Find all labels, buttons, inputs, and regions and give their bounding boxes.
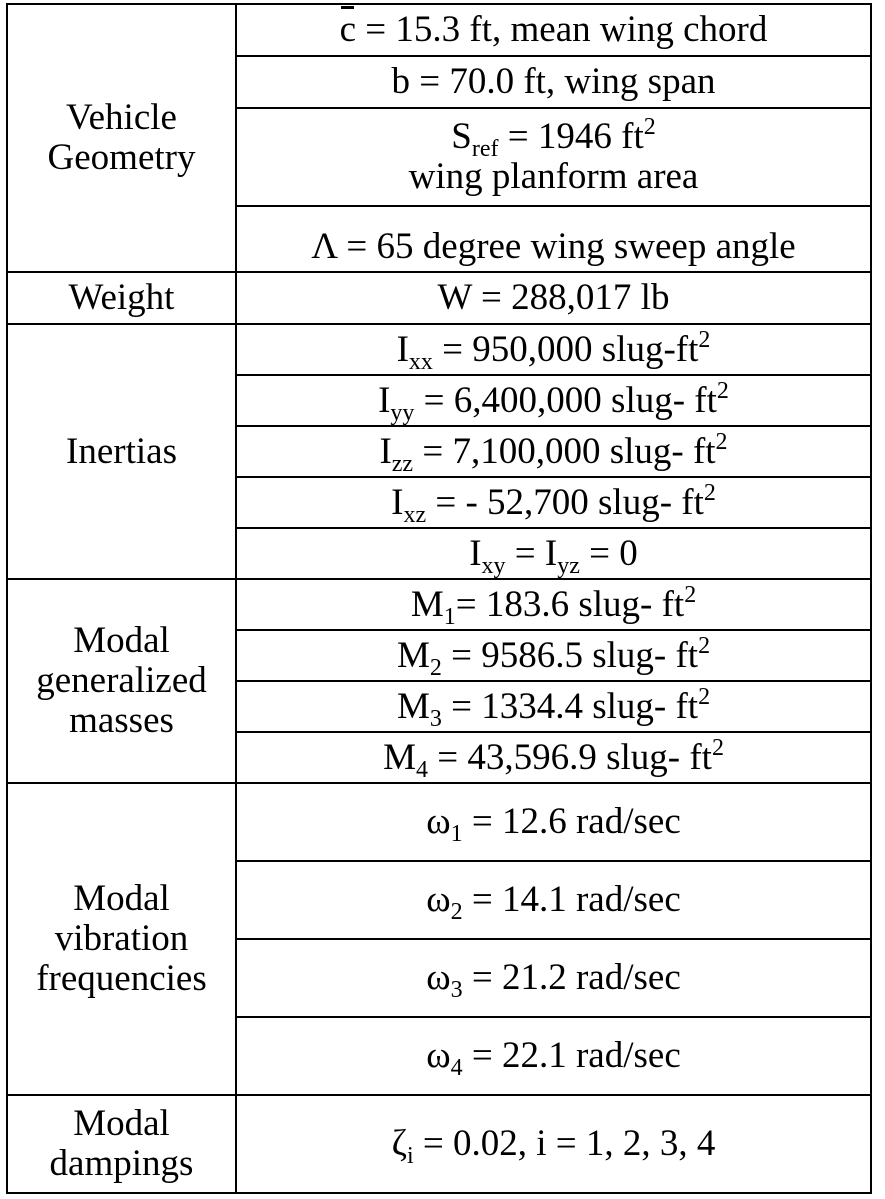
ixy-iyz-value: = 0 — [579, 532, 638, 574]
iyy-subscript: yy — [390, 399, 415, 426]
omega2-cell — [236, 861, 871, 939]
ixz-value: = - 52,700 slug- ft — [426, 481, 704, 523]
group-label-line: Modal — [73, 878, 170, 920]
table-row — [7, 1095, 871, 1193]
ixx-cell — [236, 324, 871, 375]
iyy-cell — [236, 375, 871, 426]
group-label-line: Modal — [73, 1103, 170, 1145]
m4-value: = 43,596.9 slug- ft — [427, 736, 712, 778]
iyy-value: = 6,400,000 slug- ft — [414, 379, 717, 421]
wing-span-cell: b = 70.0 ft, wing span — [236, 56, 871, 108]
wing-sweep-angle-cell: Λ = 65 degree wing sweep angle — [236, 206, 871, 272]
sref-line — [237, 114, 870, 163]
omega4-symbol: ω — [426, 1035, 451, 1077]
iyz-subscript: yz — [557, 552, 580, 579]
izz-superscript: 2 — [715, 428, 728, 455]
group-label-line: Vehicle — [66, 97, 177, 139]
m2-superscript: 2 — [698, 632, 711, 659]
ixy-iyz-cell — [236, 528, 871, 579]
m1-cell — [236, 579, 871, 630]
omega4-cell — [236, 1017, 871, 1095]
m3-symbol: M — [396, 685, 430, 727]
ixx-subscript: xx — [408, 348, 433, 375]
group-label-line: Modal — [73, 620, 170, 662]
m3-subscript: 3 — [429, 705, 442, 732]
omega3-subscript: 3 — [450, 977, 463, 1004]
izz-value: = 7,100,000 slug- ft — [413, 430, 716, 472]
group-label-vehicle-geometry — [7, 4, 236, 272]
m3-superscript: 2 — [698, 683, 711, 710]
wing-planform-area-cell — [236, 108, 871, 206]
ixz-subscript: xz — [403, 501, 427, 528]
group-label-inertias: Inertias — [7, 324, 236, 579]
m1-superscript: 2 — [684, 581, 697, 608]
damping-value: = 0.02, i = 1, 2, 3, 4 — [413, 1123, 716, 1165]
ixx-superscript: 2 — [698, 326, 711, 353]
c-bar-symbol: c — [339, 9, 357, 51]
omega1-subscript: 1 — [450, 821, 463, 848]
m2-subscript: 2 — [429, 654, 442, 681]
omega3-symbol: ω — [426, 957, 451, 999]
m4-symbol: M — [383, 736, 416, 778]
omega1-symbol: ω — [426, 801, 451, 843]
zeta-symbol: ζ — [391, 1123, 407, 1165]
group-label-line: dampings — [49, 1143, 194, 1184]
zeta-subscript: i — [406, 1143, 414, 1170]
group-label-line: frequencies — [36, 957, 207, 999]
izz-symbol: I — [379, 430, 392, 472]
izz-subscript: zz — [391, 450, 414, 477]
m2-cell — [236, 630, 871, 681]
m4-subscript: 4 — [415, 756, 428, 783]
mean-wing-chord-cell — [236, 4, 871, 56]
ixx-symbol: I — [396, 328, 409, 370]
table-row — [7, 324, 871, 375]
omega3-cell — [236, 939, 871, 1017]
table-row — [7, 4, 871, 56]
omega1-value: = 12.6 rad/sec — [462, 801, 681, 843]
omega2-value: = 14.1 rad/sec — [462, 879, 681, 921]
table-row — [7, 579, 871, 630]
ixz-symbol: I — [391, 481, 404, 523]
group-label-weight: Weight — [7, 272, 236, 324]
group-label-line: vibration — [54, 918, 189, 960]
m1-subscript: 1 — [443, 603, 456, 630]
sref-subscript: ref — [471, 136, 499, 163]
sref-value: = 1946 ft — [498, 116, 644, 158]
sref-superscript: 2 — [643, 114, 656, 141]
m3-cell — [236, 681, 871, 732]
omega2-symbol: ω — [426, 879, 451, 921]
vehicle-parameters-table — [6, 3, 872, 1194]
omega4-value: = 22.1 rad/sec — [462, 1035, 681, 1077]
omega3-value: = 21.2 rad/sec — [462, 957, 681, 999]
m3-value: = 1334.4 slug- ft — [441, 685, 699, 727]
iyy-superscript: 2 — [716, 377, 729, 404]
izz-cell — [236, 426, 871, 477]
sref-description: wing planform area — [408, 156, 699, 197]
group-label-line: generalized — [36, 660, 207, 702]
table-row — [7, 272, 871, 324]
group-label-line: masses — [69, 699, 174, 741]
m4-cell — [236, 732, 871, 783]
mean-wing-chord-text: = 15.3 ft, mean wing chord — [356, 9, 768, 51]
m4-superscript: 2 — [711, 734, 724, 761]
omega2-subscript: 2 — [450, 899, 463, 926]
sref-symbol: S — [451, 116, 472, 158]
ixy-symbol: I — [469, 532, 482, 574]
ixy-subscript: xy — [481, 552, 506, 579]
weight-cell: W = 288,017 lb — [236, 272, 871, 324]
iyz-symbol: = I — [505, 532, 558, 574]
group-label-modal-masses — [7, 579, 236, 783]
m1-value: = 183.6 slug- ft — [455, 583, 685, 625]
table-row — [7, 783, 871, 861]
group-label-line: Geometry — [47, 137, 196, 178]
iyy-symbol: I — [378, 379, 391, 421]
ixz-cell — [236, 477, 871, 528]
damping-cell — [236, 1095, 871, 1193]
m2-symbol: M — [396, 634, 430, 676]
ixz-superscript: 2 — [703, 479, 716, 506]
group-label-modal-frequencies — [7, 783, 236, 1095]
omega4-subscript: 4 — [450, 1055, 463, 1082]
m2-value: = 9586.5 slug- ft — [441, 634, 699, 676]
group-label-modal-dampings — [7, 1095, 236, 1193]
m1-symbol: M — [410, 583, 444, 625]
ixx-value: = 950,000 slug-ft — [432, 328, 699, 370]
omega1-cell — [236, 783, 871, 861]
